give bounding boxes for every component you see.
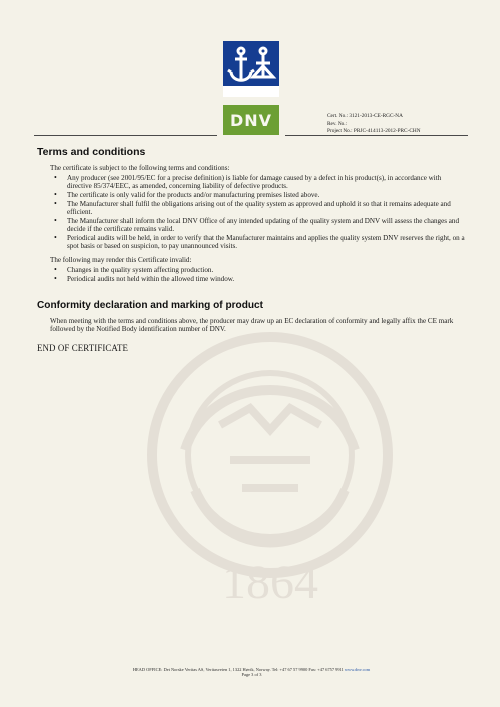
head-office-label: HEAD OFFICE: <box>132 667 163 672</box>
terms-list-item: • The Manufacturer shall inform the local DNV Office of any intended updating of the quality system and DNV will assess the changes and decide if the certificate remains valid. <box>67 217 467 233</box>
invalid-condition-item: • Changes in the quality system affecting production. <box>67 266 467 274</box>
revision-number: Rev. No.: <box>327 120 348 127</box>
dnv-logo <box>223 41 279 135</box>
page-number: Page 3 of 3 <box>241 672 262 677</box>
dnv-anchor-logo-icon <box>223 41 279 97</box>
invalid-intro: The following may render this Certificate invalid: <box>50 256 192 264</box>
certificate-footer <box>109 667 394 677</box>
conformity-text: When meeting with the terms and conditions above, the producer may draw up an EC declaration of conformity and legally affix the CE mark followed by the Notified Body identification number of DNV. <box>50 317 454 333</box>
terms-list <box>50 174 467 250</box>
project-number: Project No.: PRJC-414113-2012-PRC-CHN <box>327 128 421 134</box>
certificate-number: Cert. No.: 3121-2013-CE-RGC-NA <box>327 113 403 119</box>
head-office-address: Det Norske Veritas AS, Veritasveien 1, 1322 Høvik, Norway. Tel: +47 67 57 9900 Fax: +47 6757 9911 <box>163 667 344 672</box>
dnv-logo-text: DNV <box>223 105 279 135</box>
company-website-link[interactable]: www.dnv.com <box>344 667 371 672</box>
header-divider-right <box>285 135 468 136</box>
invalid-condition-item: • Periodical audits not held within the allowed time window. <box>67 275 467 283</box>
terms-intro: The certificate is subject to the following terms and conditions: <box>50 164 230 172</box>
invalid-conditions-list <box>50 266 467 283</box>
certificate-content <box>37 146 467 353</box>
terms-list-item: • The Manufacturer shall fulfil the obligations arising out of the quality system as approved and uphold it so that it remains adequate and efficient. <box>67 200 467 216</box>
terms-list-item: • Any producer (see 2001/95/EC for a precise definition) is liable for damage caused by a defect in his product(s), in accordance with directive 85/374/EEC, as amended, concerning liability of defective products. <box>67 174 467 190</box>
terms-list-item: • The certificate is only valid for the products and/or manufacturing premises listed above. <box>67 191 467 199</box>
terms-list-item: • Periodical audits will be held, in order to verify that the Manufacturer maintains and applies the quality system DNV reserves the right, on a spot basis or based on suspicion, to pay unannounced visits. <box>67 234 467 250</box>
terms-heading: Terms and conditions <box>37 146 146 158</box>
header-divider-left <box>34 135 217 136</box>
watermark-year: 1864 <box>222 556 318 609</box>
conformity-heading: Conformity declaration and marking of product <box>37 300 264 311</box>
end-of-certificate: END OF CERTIFICATE <box>37 343 129 353</box>
certificate-info <box>327 113 477 136</box>
